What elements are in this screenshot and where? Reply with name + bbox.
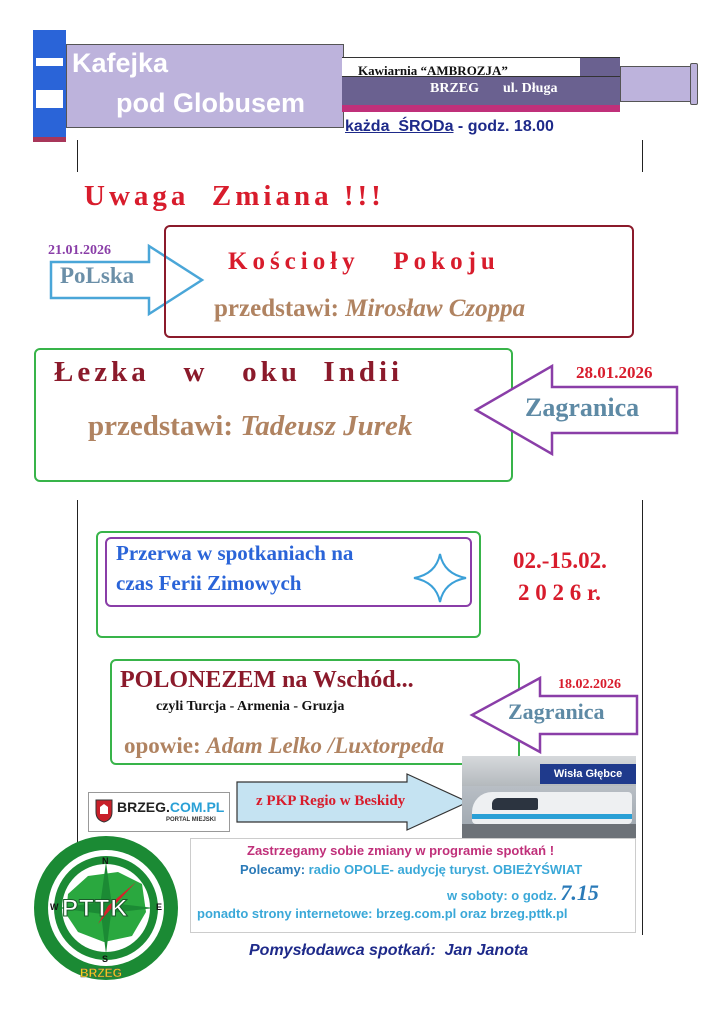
header-venue-bar-fill [580,58,620,76]
city-crest-icon [95,799,113,823]
venue-city: BRZEG [430,81,480,96]
pttk-text: PTTK [62,895,129,922]
compass-e: E [156,902,163,912]
header-title-line-2: pod Globusem [116,88,305,118]
event-2-date: 28.01.2026 [576,363,653,382]
train-window [492,798,538,810]
info-line-1: Zastrzegamy sobie zmiany w programie spotkań ! [247,843,555,858]
event-3-presenter-prefix: opowie: [124,733,207,758]
info-line-3 [447,880,599,906]
brzeg-logo-text [117,799,224,815]
break-dates-line-2: 2 0 2 6 r. [518,580,601,605]
event-1-date: 21.01.2026 [48,243,111,258]
venue-street: ul. Długa [503,81,558,96]
header-title-line-1: Kafejka [72,48,169,78]
event-3-tag: Zagranica [508,699,605,724]
page-border-left-top [77,140,78,172]
event-2-presenter: Tadeusz Jurek [240,410,413,442]
brzeg-logo-tagline: PORTAL MIEJSKI [166,817,216,823]
info-time: 7.15 [560,880,599,905]
event-2-title: Łezka w oku Indii [54,356,404,388]
schedule-text [345,118,554,136]
header-cap-base [33,137,66,142]
compass-s: S [102,954,109,964]
change-notice: Uwaga Zmiana !!! [84,180,385,212]
brzeg-logo-suffix: COM.PL [169,799,225,815]
info-line-2 [240,862,582,877]
break-line-1: Przerwa w spotkaniach na [116,541,354,565]
page-border-right-top [642,140,643,172]
pttk-city: BRZEG [80,966,122,980]
event-2-presenter-line [88,410,412,443]
info-radio: radio OPOLE- audycję turyst. OBIEŻYŚWIAT [305,862,583,877]
event-3-title: POLONEZEM na Wschód... [120,667,414,693]
train-stripe [472,814,632,819]
info-recommend-label: Polecamy: [240,862,306,877]
footer-credit [249,942,528,960]
footer-name: Jan Janota [444,942,529,959]
train-photo [462,756,636,840]
info-line-4: ponadto strony internetowe: brzeg.com.pl oraz brzeg.pttk.pl [197,906,568,921]
compass-n: N [102,856,109,866]
header-cap-window-2 [36,58,63,66]
header-cap [33,30,66,140]
event-1-presenter-line [214,295,525,323]
page-border-right [642,500,643,935]
brzeg-logo-name: BRZEG. [117,799,170,815]
station-sign-text: Wisła Głębce [553,768,623,780]
compass-w: W [50,902,59,912]
schedule-day: każda ŚRODa [345,118,454,135]
event-1-tag: PoLska [60,263,135,288]
schedule-time: - godz. 18.00 [453,118,554,135]
header-plunger [620,66,696,102]
break-dates-line-1: 02.-15.02. [513,548,607,573]
station-sign [540,764,636,784]
info-saturdays: w soboty: o godz. [447,888,557,903]
break-line-2: czas Ferii Zimowych [116,571,302,595]
event-3-presenter-line [124,733,444,759]
event-2-tag: Zagranica [525,393,640,422]
header-cap-window [36,90,63,108]
event-2-presenter-prefix: przedstawi: [88,410,241,442]
header-venue-strip [342,105,620,112]
event-3-presenter: Adam Lelko /Luxtorpeda [206,733,445,758]
event-3-subtitle: czyli Turcja - Armenia - Gruzja [156,699,345,714]
pkp-label: z PKP Regio w Beskidy [256,793,406,809]
event-3-date: 18.02.2026 [558,677,621,692]
event-1-title: Kościoły Pokoju [228,248,500,275]
event-1-presenter-prefix: przedstawi: [214,295,346,322]
header-plunger-tip [690,63,698,105]
sparkle-icon [412,552,468,604]
brzeg-com-pl-logo[interactable] [88,792,230,832]
footer-label: Pomysłodawca spotkań: [249,942,436,959]
venue-name: Kawiarnia “AMBROZJA” [358,63,508,78]
event-1-presenter: Mirosław Czoppa [345,295,526,322]
